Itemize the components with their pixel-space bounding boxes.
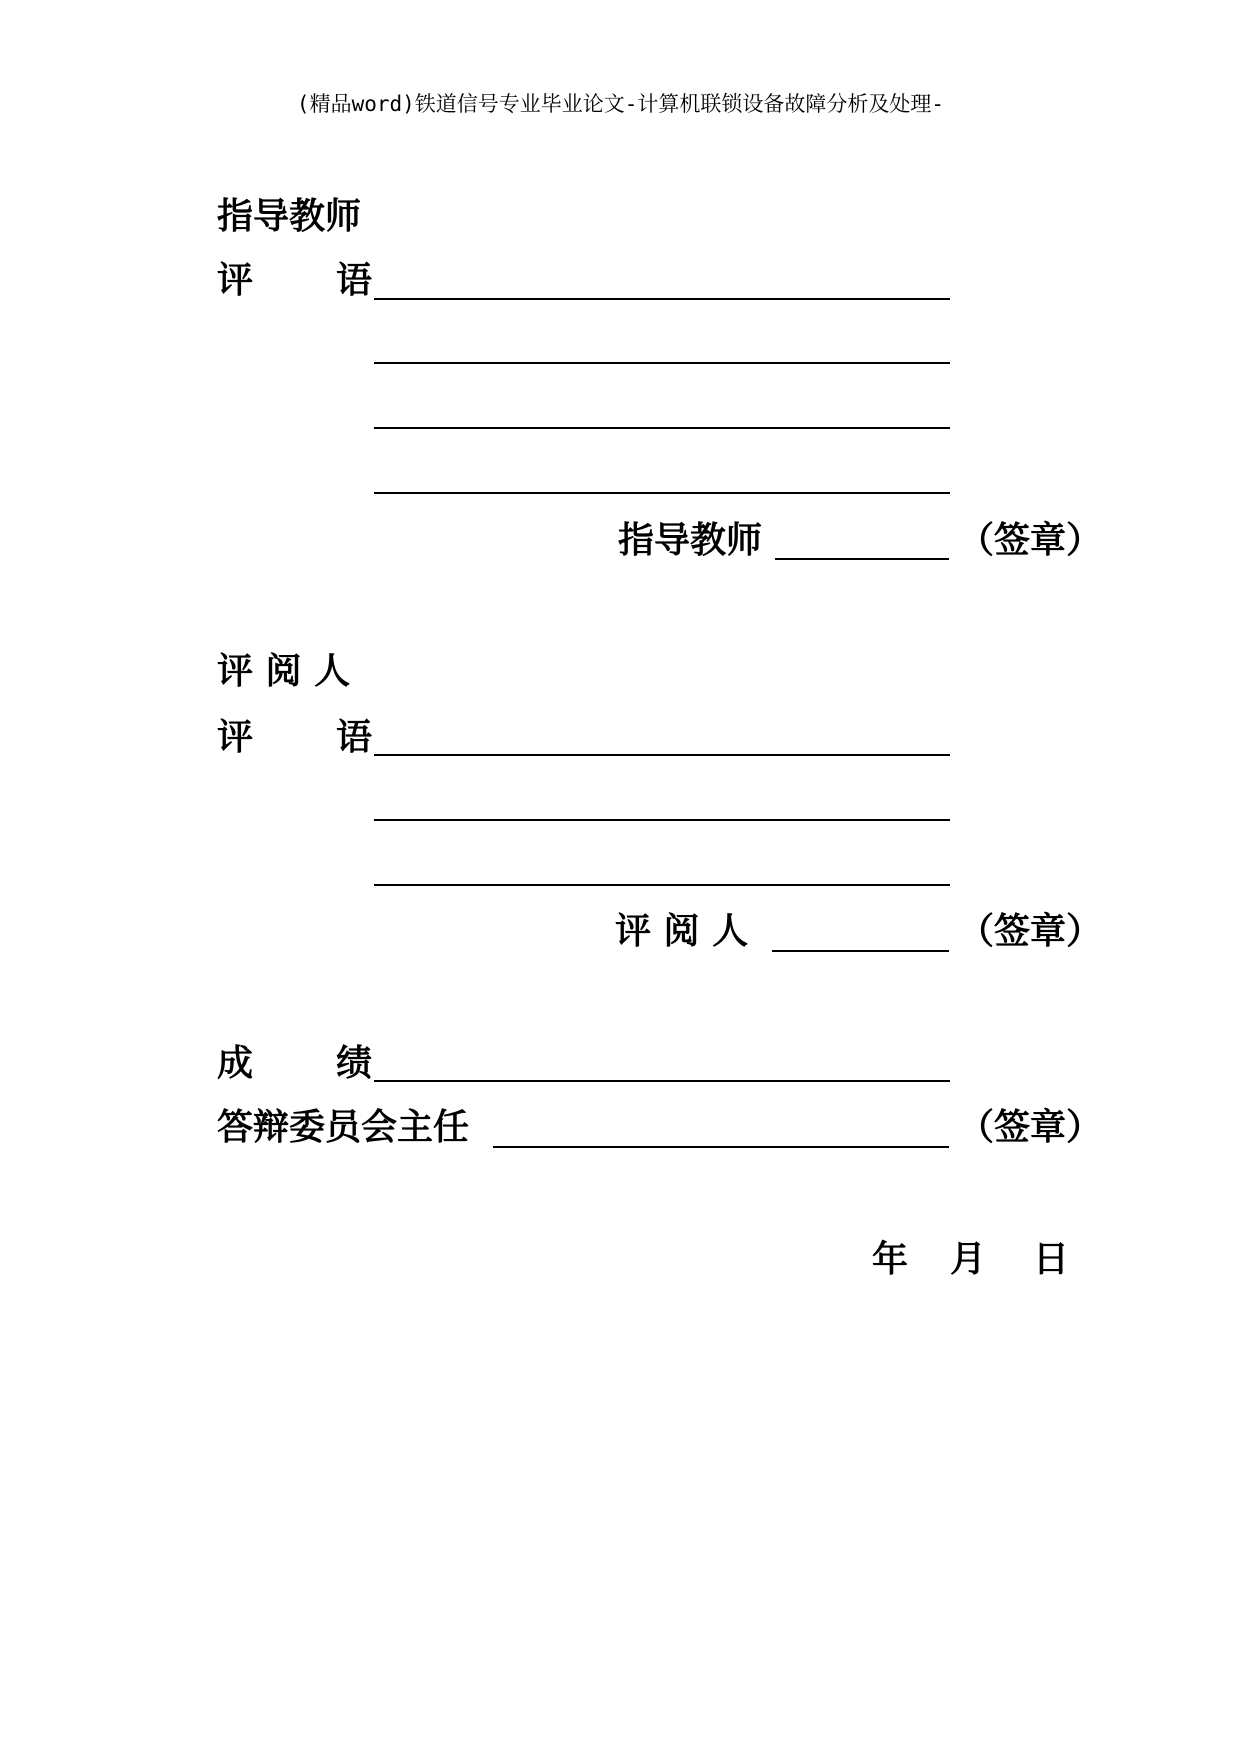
reviewer-seal-label: （签章） [958, 910, 1103, 952]
advisor-comment-label-char1: 评 [217, 259, 254, 301]
committee-seal-label: （签章） [958, 1106, 1103, 1148]
reviewer-comment-line-1[interactable] [374, 754, 950, 756]
reviewer-comment-label-char2: 语 [336, 716, 373, 758]
advisor-comment-line-4[interactable] [374, 492, 950, 494]
grade-label-char2: 绩 [336, 1042, 373, 1084]
reviewer-comment-line-2[interactable] [374, 819, 950, 821]
reviewer-section-title: 评 阅 人 [217, 650, 351, 692]
reviewer-comment-line-3[interactable] [374, 884, 950, 886]
reviewer-comment-label-char1: 评 [217, 716, 254, 758]
document-header: (精品word)铁道信号专业毕业论文-计算机联锁设备故障分析及处理- [296, 92, 945, 116]
advisor-section-title: 指导教师 [217, 195, 362, 237]
grade-line[interactable] [374, 1080, 950, 1082]
advisor-signer-label: 指导教师 [618, 519, 763, 561]
advisor-seal-label: （签章） [958, 519, 1103, 561]
advisor-comment-line-1[interactable] [374, 298, 950, 300]
advisor-comment-line-3[interactable] [374, 427, 950, 429]
date-year-label: 年 [872, 1238, 909, 1280]
date-day-label: 日 [1033, 1238, 1070, 1280]
advisor-comment-label-char2: 语 [336, 259, 373, 301]
advisor-comment-line-2[interactable] [374, 362, 950, 364]
reviewer-signer-label: 评 阅 人 [615, 910, 749, 952]
advisor-signature-line[interactable] [775, 558, 949, 560]
committee-chair-signature-line[interactable] [493, 1146, 949, 1148]
grade-label-char1: 成 [217, 1042, 254, 1084]
date-month-label: 月 [950, 1238, 987, 1280]
committee-chair-label: 答辩委员会主任 [217, 1106, 470, 1148]
reviewer-signature-line[interactable] [772, 950, 949, 952]
